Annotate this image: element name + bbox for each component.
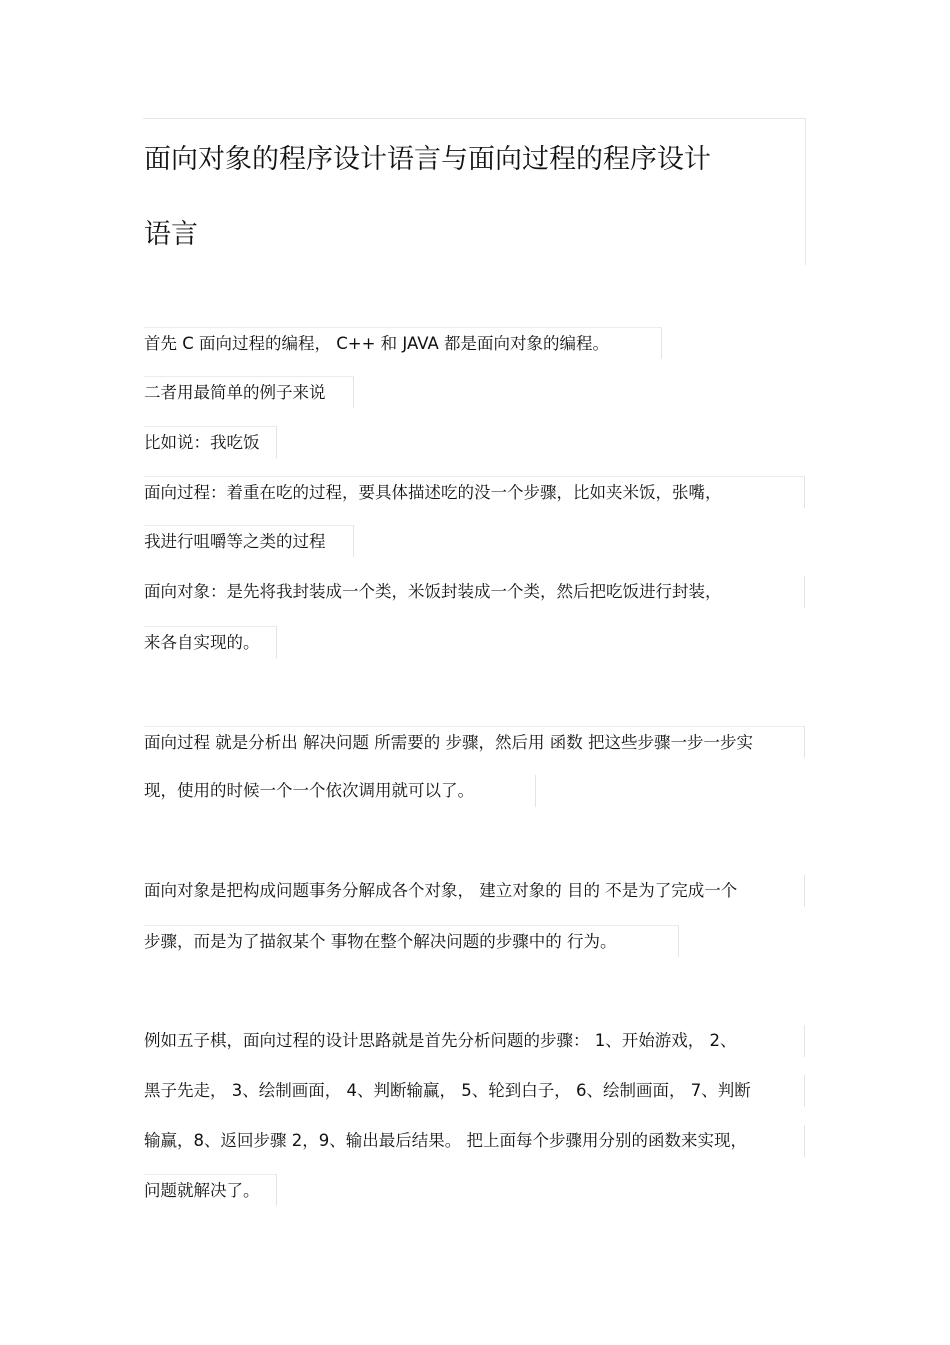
text-line: 首先 C 面向过程的编程， C++ 和 JAVA 都是面向对象的编程。 xyxy=(144,327,662,359)
document-title-line-2: 语言 xyxy=(144,219,198,250)
document-title-line-1: 面向对象的程序设计语言与面向过程的程序设计 xyxy=(144,144,711,175)
text-line: 面向过程 就是分析出 解决问题 所需要的 步骤，然后用 函数 把这些步骤一步一步实 xyxy=(144,726,805,758)
text-line: 面向对象是把构成问题事务分解成各个对象， 建立对象的 目的 不是为了完成一个 xyxy=(144,875,805,907)
text-line: 二者用最简单的例子来说 xyxy=(144,376,354,408)
text-line: 现，使用的时候一个一个依次调用就可以了。 xyxy=(144,775,536,807)
text-line: 我进行咀嚼等之类的过程 xyxy=(144,525,354,557)
text-line: 面向对象：是先将我封装成一个类，米饭封装成一个类，然后把吃饭进行封装， xyxy=(144,576,805,608)
text-line: 例如五子棋，面向过程的设计思路就是首先分析问题的步骤： 1、开始游戏， 2、 xyxy=(144,1025,805,1057)
text-line: 黑子先走， 3、绘制画面， 4、判断输赢， 5、轮到白子， 6、绘制画面， 7、判断 xyxy=(144,1075,805,1107)
text-line: 问题就解决了。 xyxy=(144,1174,277,1206)
text-line: 比如说：我吃饭 xyxy=(144,426,277,458)
text-line: 步骤，而是为了描叙某个 事物在整个解决问题的步骤中的 行为。 xyxy=(144,925,679,957)
text-line: 来各自实现的。 xyxy=(144,626,277,658)
text-line: 面向过程：着重在吃的过程，要具体描述吃的没一个步骤，比如夹米饭，张嘴， xyxy=(144,476,805,508)
title-frame xyxy=(143,118,806,265)
text-line: 输赢，8、返回步骤 2，9、输出最后结果。 把上面每个步骤用分别的函数来实现， xyxy=(144,1125,805,1157)
